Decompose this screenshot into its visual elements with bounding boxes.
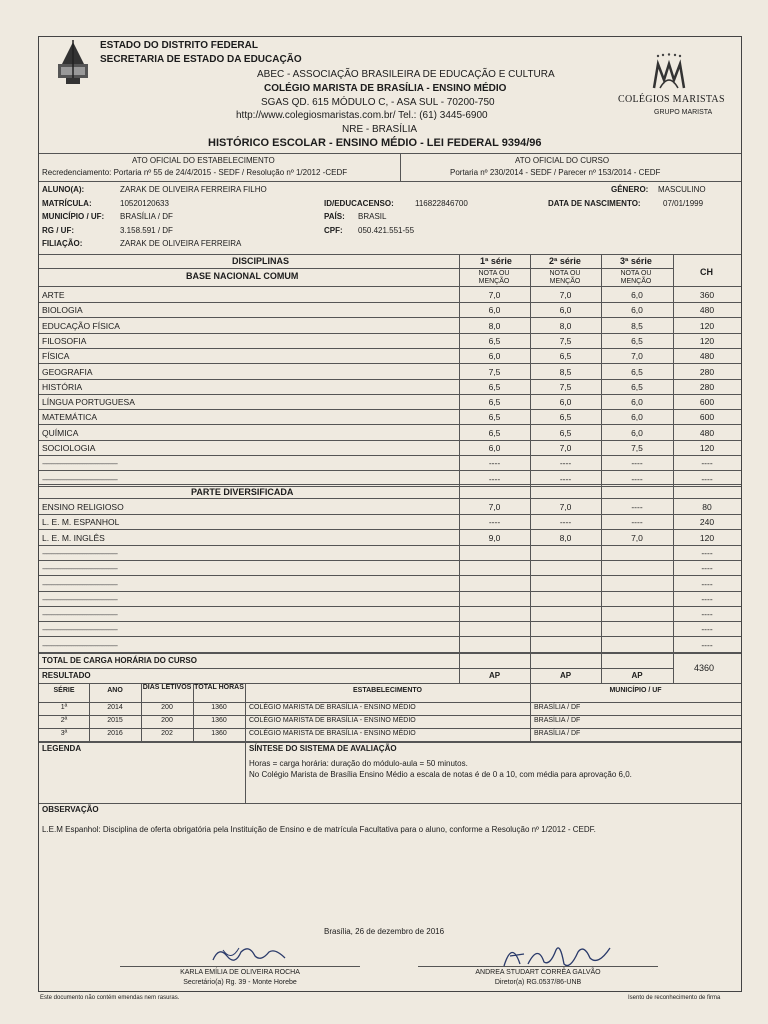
grade-serie3: ----	[631, 502, 643, 512]
grade-serie2: 7,0	[559, 290, 572, 300]
subject-name: QUÍMICA	[42, 427, 79, 438]
grade-serie3: 6,0	[631, 397, 643, 408]
section-divider	[39, 484, 741, 485]
grade-row	[39, 499, 741, 514]
horas-col-header: TOTAL HORAS	[194, 684, 244, 691]
grade-serie1: 6,5	[488, 427, 501, 438]
grade-row	[39, 333, 741, 348]
series-dias-cell: 202	[161, 730, 173, 737]
filiacao-label: FILIAÇÃO:	[42, 239, 83, 248]
student-name-label: ALUNO(A):	[42, 185, 85, 194]
school-name: COLÉGIO MARISTA DE BRASÍLIA - ENSINO MÉDIO	[264, 83, 507, 94]
serie-col-header: SÉRIE	[53, 687, 75, 694]
observacao-text: L.E.M Espanhol: Disciplina de oferta obrigatória pela Instituição de Ensino e de matrícula Facultativa para o aluno, conforme a Resolução nº 1/2012 - CEDF.	[42, 825, 596, 834]
birthdate-value: 07/01/1999	[663, 199, 704, 208]
secretary-signature	[205, 938, 295, 968]
grade-ch: 600	[699, 397, 715, 408]
grade-ch: ----	[701, 593, 713, 604]
grade-row	[39, 560, 741, 575]
grade-serie2: 7,0	[559, 443, 572, 453]
grade-ch: 80	[702, 502, 712, 512]
grade-ch: ----	[701, 563, 713, 574]
grade-ch: 280	[699, 381, 715, 392]
base-nacional-header: BASE NACIONAL COMUM	[186, 271, 299, 281]
subject-name: -----------------------------------------	[42, 563, 118, 574]
subject-name: -----------------------------------------	[42, 458, 118, 469]
grade-serie2: 6,5	[559, 427, 572, 438]
grade-ch: ----	[701, 547, 713, 558]
grade-serie3: 7,0	[631, 351, 643, 362]
grade-ch: 240	[699, 517, 715, 528]
grade-serie2: 8,5	[559, 366, 572, 377]
grade-ch: 480	[699, 351, 715, 362]
grade-serie3: ----	[631, 517, 643, 528]
grade-row	[39, 364, 741, 379]
ch-header: CH	[700, 267, 713, 277]
grade-row	[39, 440, 741, 455]
grade-serie3: 6,0	[631, 427, 643, 438]
grade-serie1: 6,0	[488, 305, 501, 316]
school-contact: http://www.colegiosmaristas.com.br/ Tel.: (61) 3445-6900	[236, 110, 488, 121]
series-horas-cell: 1360	[211, 704, 227, 711]
series-ano-cell: 2015	[107, 717, 123, 724]
grade-serie1: 7,0	[488, 290, 501, 300]
series-ano-cell: 2014	[107, 704, 123, 711]
grade-row	[39, 576, 741, 591]
grade-row	[39, 302, 741, 317]
filiacao-value: ZARAK DE OLIVEIRA FERREIRA	[120, 239, 242, 248]
nota-header-1: NOTA OU MENÇÃO	[478, 270, 510, 285]
total-label: TOTAL DE CARGA HORÁRIA DO CURSO	[42, 656, 197, 665]
estab-col-header: ESTABELECIMENTO	[353, 687, 422, 694]
grade-ch: 480	[699, 305, 715, 316]
subject-name: FILOSOFIA	[42, 335, 87, 346]
grade-serie2: 6,5	[559, 351, 572, 362]
grade-serie2: 6,5	[559, 412, 572, 423]
secretary-name: KARLA EMÍLIA DE OLIVEIRA ROCHA	[180, 969, 300, 976]
series-serie-cell: 1ª	[60, 704, 68, 711]
serie1-header: 1ª série	[480, 256, 512, 266]
grade-serie2: 6,0	[559, 397, 572, 408]
maristas-logo-icon	[648, 52, 690, 92]
cpf-value: 050.421.551-55	[358, 226, 415, 235]
series-mun-cell: BRASÍLIA / DF	[534, 704, 581, 711]
grade-row	[39, 287, 741, 302]
grade-row	[39, 409, 741, 424]
educacenso-label: ID/EDUCACENSO:	[324, 199, 394, 208]
subject-name: -----------------------------------------	[42, 578, 118, 589]
subject-name: -----------------------------------------	[42, 639, 118, 650]
grade-row	[39, 348, 741, 363]
series-mun-cell: BRASÍLIA / DF	[534, 717, 581, 724]
grade-serie1: 6,5	[488, 335, 501, 346]
sintese-line-1: Horas = carga horária: duração do módulo-aula = 50 minutos.	[249, 759, 468, 768]
course-act-value: Portaria nº 230/2014 - SEDF / Parecer nº 153/2014 - CEDF	[450, 168, 661, 177]
nre-name: NRE - BRASÍLIA	[342, 124, 418, 135]
grade-ch: 120	[699, 532, 715, 543]
subject-name: -----------------------------------------	[42, 547, 118, 558]
place-date: Brasília, 26 de dezembro de 2016	[324, 927, 445, 936]
grade-serie3: 6,0	[631, 290, 643, 300]
series-estab-cell: COLÉGIO MARISTA DE BRASÍLIA - ENSINO MÉDIO	[249, 730, 416, 737]
resultado-serie3: AP	[631, 671, 643, 680]
grade-serie3: ----	[631, 458, 643, 469]
educacenso-value: 116822846700	[415, 199, 468, 208]
nota-header-3: NOTA OU MENÇÃO	[620, 270, 652, 285]
grade-serie1: 6,5	[488, 381, 501, 392]
serie2-header: 2ª série	[549, 256, 581, 266]
series-serie-cell: 2ª	[60, 717, 68, 724]
school-address: SGAS QD. 615 MÓDULO C, - ASA SUL - 70200-750	[261, 97, 495, 108]
grade-serie1: ----	[488, 458, 501, 469]
country-label: PAÍS:	[324, 212, 345, 221]
grade-ch: 480	[699, 427, 715, 438]
grade-ch: ----	[701, 609, 713, 620]
grade-serie1: 9,0	[488, 532, 501, 543]
municipio-value: BRASÍLIA / DF	[120, 212, 173, 221]
grade-serie1: ----	[488, 473, 501, 484]
birthdate-label: DATA DE NASCIMENTO:	[548, 199, 641, 208]
grade-serie1: 7,0	[488, 502, 501, 512]
subject-name: BIOLOGIA	[42, 305, 83, 316]
disciplinas-header: DISCIPLINAS	[232, 256, 290, 266]
grade-serie1: 6,5	[488, 397, 501, 408]
grade-serie2: 7,5	[559, 335, 572, 346]
grade-serie1: ----	[488, 517, 501, 528]
director-name: ANDREA STUDART CORRÊA GALVÃO	[475, 969, 601, 976]
grade-row	[39, 425, 741, 440]
grade-row	[39, 530, 741, 545]
grade-row	[39, 514, 741, 529]
rg-label: RG / UF:	[42, 226, 74, 235]
grade-ch: 360	[699, 290, 715, 300]
country-value: BRASIL	[358, 212, 387, 221]
grade-row	[39, 606, 741, 621]
brasilia-emblem-icon	[52, 40, 94, 86]
grade-serie2: 7,5	[559, 381, 572, 392]
estab-act-value: Recredenciamento: Portaria nº 55 de 24/4/2015 - SEDF / Resolução nº 1/2012 -CEDF	[42, 168, 348, 177]
grade-ch: 280	[699, 366, 715, 377]
grade-ch: ----	[701, 624, 713, 635]
grade-row	[39, 394, 741, 409]
grade-ch: ----	[701, 639, 713, 650]
series-row-divider	[39, 715, 741, 716]
grade-serie2: ----	[559, 517, 572, 528]
subject-name: MATEMÁTICA	[42, 412, 98, 423]
sintese-label: SÍNTESE DO SISTEMA DE AVALIAÇÃO	[249, 744, 397, 753]
dias-col-header: DIAS LETIVOS	[142, 684, 192, 691]
subject-name: L. E. M. ESPANHOL	[42, 517, 120, 528]
subject-name: ARTE	[42, 290, 65, 300]
series-mun-cell: BRASÍLIA / DF	[534, 730, 581, 737]
grade-serie3: 7,5	[631, 443, 643, 453]
cpf-label: CPF:	[324, 226, 343, 235]
document-title: HISTÓRICO ESCOLAR - ENSINO MÉDIO - LEI FEDERAL 9394/96	[208, 137, 542, 149]
resultado-serie1: AP	[488, 671, 501, 680]
series-dias-cell: 200	[161, 704, 173, 711]
grade-serie3: 6,5	[631, 381, 643, 392]
series-estab-cell: COLÉGIO MARISTA DE BRASÍLIA - ENSINO MÉDIO	[249, 717, 416, 724]
gender-value: MASCULINO	[658, 185, 706, 194]
grade-serie1: 8,0	[488, 320, 501, 331]
course-act-label: ATO OFICIAL DO CURSO	[515, 156, 610, 165]
grade-row	[39, 545, 741, 560]
series-horas-cell: 1360	[211, 717, 227, 724]
grade-serie1: 6,0	[488, 443, 501, 453]
rg-value: 3.158.591 / DF	[120, 226, 173, 235]
total-value: 4360	[694, 663, 715, 673]
subject-name: SOCIOLOGIA	[42, 443, 96, 453]
grade-ch: 120	[699, 335, 715, 346]
estab-act-label: ATO OFICIAL DO ESTABELECIMENTO	[132, 156, 275, 165]
subject-name: LÍNGUA PORTUGUESA	[42, 397, 135, 408]
state-name: ESTADO DO DISTRITO FEDERAL	[100, 40, 258, 51]
series-ano-cell: 2016	[107, 730, 123, 737]
series-serie-cell: 3ª	[60, 730, 68, 737]
row-divider	[39, 486, 741, 487]
grade-serie2: 7,0	[559, 502, 572, 512]
grade-row	[39, 318, 741, 333]
subject-name: L. E. M. INGLÊS	[42, 532, 105, 543]
observacao-label: OBSERVAÇÃO	[42, 805, 99, 814]
grade-serie3: 6,0	[631, 412, 643, 423]
matricula-value: 10520120633	[120, 199, 169, 208]
grade-serie3: 6,5	[631, 335, 643, 346]
grade-ch: ----	[701, 458, 713, 469]
grade-serie1: 7,5	[488, 366, 501, 377]
grade-serie1: 6,0	[488, 351, 501, 362]
nota-header-2: NOTA OU MENÇÃO	[549, 270, 581, 285]
subject-name: -----------------------------------------	[42, 624, 118, 635]
secretaria-name: SECRETARIA DE ESTADO DA EDUCAÇÃO	[100, 54, 302, 65]
resultado-label: RESULTADO	[42, 671, 91, 680]
grade-serie2: 8,0	[559, 532, 572, 543]
grade-ch: 120	[699, 320, 715, 331]
subject-name: FÍSICA	[42, 351, 70, 362]
grade-ch: ----	[701, 473, 713, 484]
diversificada-header: PARTE DIVERSIFICADA	[191, 487, 294, 497]
grade-serie3: 6,5	[631, 366, 643, 377]
grade-row	[39, 455, 741, 470]
gender-label: GÊNERO:	[611, 185, 649, 194]
matricula-label: MATRÍCULA:	[42, 199, 92, 208]
secretary-role: Secretário(a) Rg. 39 - Monte Horebe	[183, 979, 297, 986]
grade-row	[39, 621, 741, 636]
sintese-line-2: No Colégio Marista de Brasília Ensino Médio a escala de notas é de 0 a 10, com média para aprovação 6,0.	[249, 770, 632, 779]
footer-left: Este documento não contém emendas nem rasuras.	[40, 995, 180, 1001]
grade-row	[39, 379, 741, 394]
series-horas-cell: 1360	[211, 730, 227, 737]
subject-name: HISTÓRIA	[42, 381, 83, 392]
grade-serie3: 8,5	[631, 320, 643, 331]
abec-name: ABEC - ASSOCIAÇÃO BRASILEIRA DE EDUCAÇÃO E CULTURA	[257, 69, 555, 80]
subject-name: -----------------------------------------	[42, 609, 118, 620]
subject-name: EDUCAÇÃO FÍSICA	[42, 320, 120, 331]
series-row-divider	[39, 728, 741, 729]
maristas-logo-name: COLÉGIOS MARISTAS	[618, 94, 725, 105]
footer-right: Isento de reconhecimento de firma	[628, 995, 721, 1001]
municipio-label: MUNICÍPIO / UF:	[42, 212, 105, 221]
grade-serie2: ----	[559, 458, 572, 469]
legenda-label: LEGENDA	[42, 744, 82, 753]
grade-row	[39, 637, 741, 652]
subject-name: -----------------------------------------	[42, 473, 118, 484]
grade-ch: ----	[701, 578, 713, 589]
student-name: ZARAK DE OLIVEIRA FERREIRA FILHO	[120, 185, 267, 194]
grade-serie2: 6,0	[559, 305, 572, 316]
director-role: Diretor(a) RG.0537/86-UNB	[494, 979, 582, 986]
subject-name: -----------------------------------------	[42, 593, 118, 604]
grade-serie3: 7,0	[631, 532, 643, 543]
grade-ch: 120	[699, 443, 715, 453]
serie3-header: 3ª série	[620, 256, 652, 266]
grade-serie2: 8,0	[559, 320, 572, 331]
grade-serie2: ----	[559, 473, 572, 484]
grade-row	[39, 591, 741, 606]
grade-serie3: ----	[631, 473, 643, 484]
resultado-serie2: AP	[559, 671, 572, 680]
grade-serie3: 6,0	[631, 305, 643, 316]
ano-col-header: ANO	[107, 687, 123, 694]
maristas-logo-sub: GRUPO MARISTA	[654, 109, 713, 116]
series-estab-cell: COLÉGIO MARISTA DE BRASÍLIA - ENSINO MÉDIO	[249, 704, 416, 711]
grade-ch: 600	[699, 412, 715, 423]
grade-serie1: 6,5	[488, 412, 501, 423]
subject-name: GEOGRAFIA	[42, 366, 93, 377]
subject-name: ENSINO RELIGIOSO	[42, 502, 124, 512]
series-dias-cell: 200	[161, 717, 173, 724]
municipio-col-header: MUNICÍPIO / UF	[609, 687, 662, 694]
